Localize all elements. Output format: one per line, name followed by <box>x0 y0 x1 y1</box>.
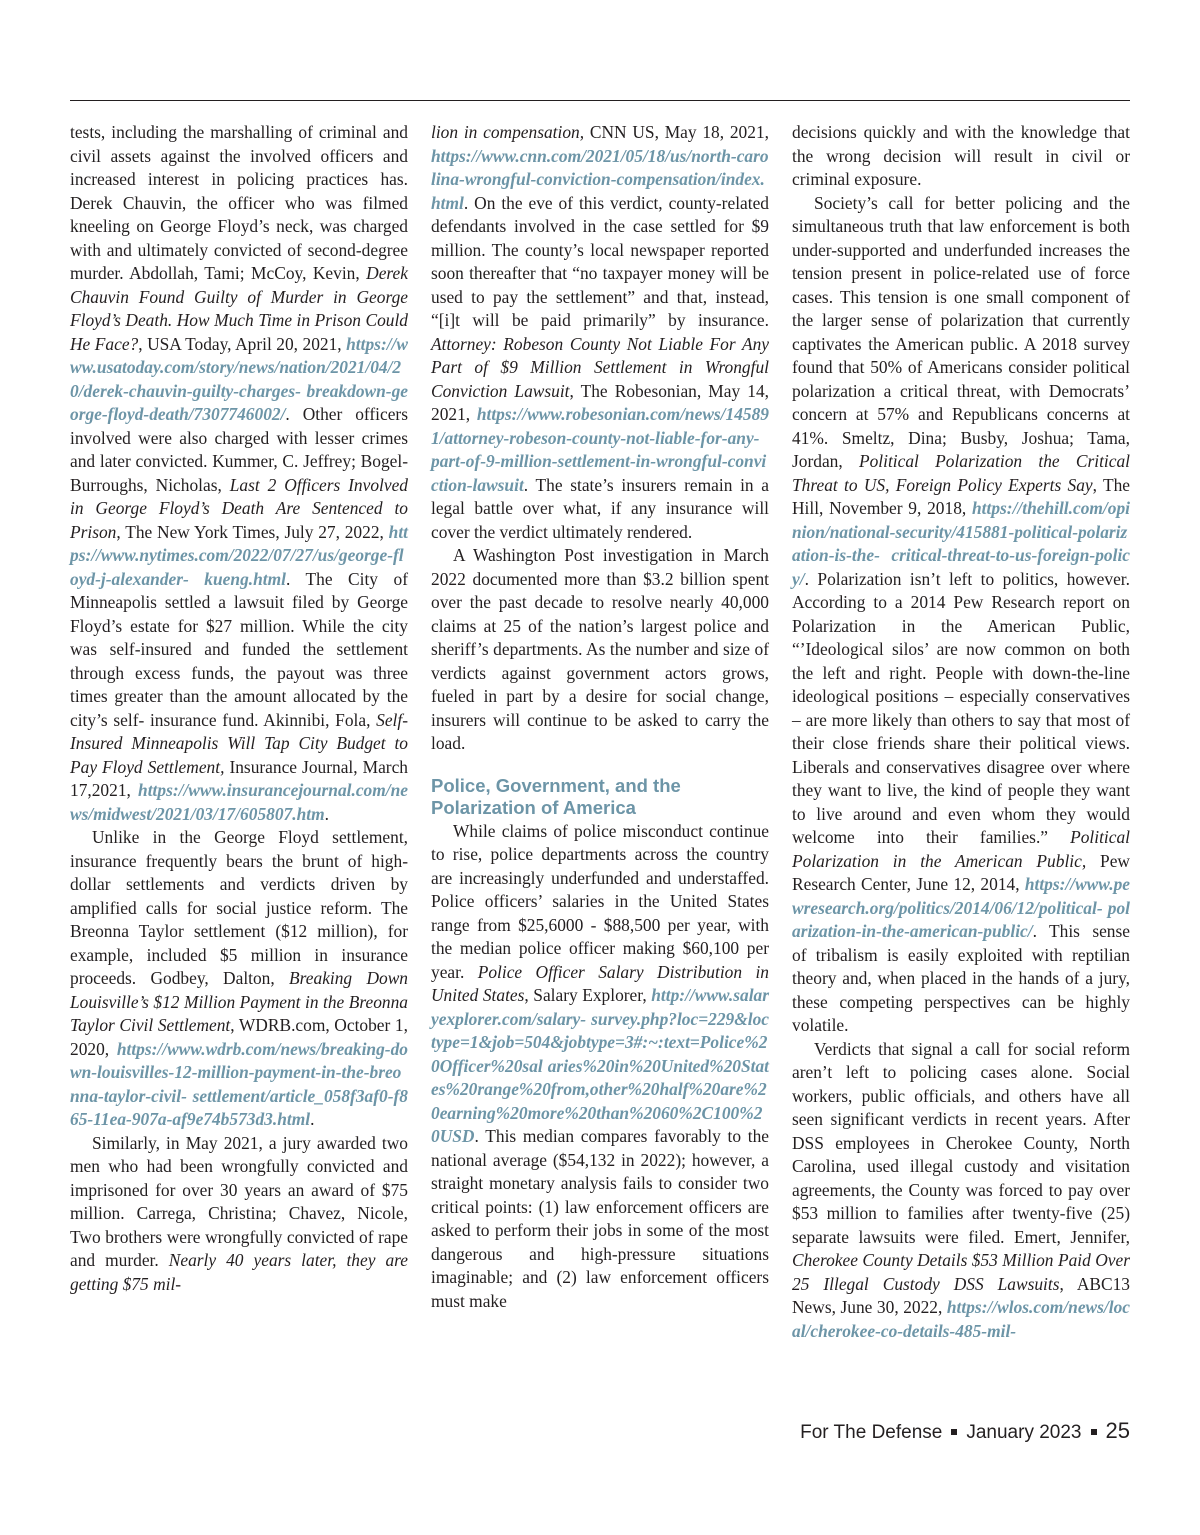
citation-link[interactable]: http://www.salaryexplorer.com/salary- survey.php?loc=229&loctype=1&job=504&jobtype=3#:~:text=Police%20Officer%20sal aries%20in%20United%20States%20range%20from,other%20half%20are%20earning%20more%20than%2060%2C100%20USD <box>431 985 769 1146</box>
page-footer <box>800 1418 1130 1444</box>
paragraph <box>70 1132 408 1297</box>
page-number: 25 <box>1105 1418 1130 1443</box>
body-text: , The New York Times, July 27, 2022, <box>116 521 389 542</box>
body-text: . The state’s insurers remain in a legal battle over what, if any insurance will cover the verdict ultimately rendered. <box>431 474 769 542</box>
text-column-3 <box>792 121 1130 1343</box>
text-column-2 <box>431 121 769 1313</box>
body-text: Pew Research Center, June 12, 2014, <box>792 850 1130 894</box>
body-text: A Washington Post investigation in March 2022 documented more than $3.2 billion spent over the past decade to resolve nearly 40,000 claims at 25 of the nation’s largest police and sheriff’s departments. As the number and size of verdicts against government actors grows, fueled in part by a desire for social change, insurers will continue to be asked to carry the load. <box>431 545 769 753</box>
publication-name: For The Defense <box>800 1422 943 1443</box>
citation-link[interactable]: https://www.pewresearch.org/politics/2014/06/12/political- polarization-in-the-american-public/ <box>792 874 1130 941</box>
citation-title: Nearly 40 years later, they are getting $75 mil- <box>70 1250 408 1294</box>
body-text: While claims of police misconduct continue to rise, police departments across the country are increasingly underfunded and understaffed. Police officers’ salaries in the United States range from $25,6000 - $88,500 per year, with the median police officer making $60,100 per year. <box>431 820 769 982</box>
paragraph <box>431 544 769 756</box>
citation-title: Political Polarization the Critical Threat to US, Foreign Policy Experts Say <box>792 451 1130 495</box>
citation-title: Self-Insured Minneapolis Will Tap City Budget to Pay Floyd Settlement, <box>70 709 408 777</box>
citation-link[interactable]: https://wlos.com/news/local/cherokee-co-details-485-mil- <box>792 1297 1130 1341</box>
paragraph <box>792 192 1130 1038</box>
body-text: . Other officers involved were also charged with lesser crimes and later convicted. Kummer, C. Jeffrey; Bogel-Burroughs, Nicholas, <box>70 404 408 495</box>
header-rule <box>70 100 1130 101</box>
citation-link[interactable]: https://www.robesonian.com/news/145891/attorney-robeson-county-not-liable-for-any- part-of-9-million-settlement-in-wrongful-conviction-lawsuit <box>431 404 769 495</box>
body-text: CNN US, May 18, 2021, <box>584 122 769 142</box>
citation-title: Derek Chauvin Found Guilty of Murder in George Floyd’s Death. How Much Time in Prison Could He Face? <box>70 263 408 354</box>
body-text: . <box>324 803 329 824</box>
body-text: Society’s call for better policing and the simultaneous truth that law enforcement is both under-supported and underfunded increases the tension present in police-related use of force cases. This tension is one small component of the larger sense of polarization that currently captivates the American public. A 2018 survey found that 50% of Americans consider political polarization a critical threat, with Democrats’ concern at 57% and Republicans concerns at 41%. Smeltz, Dina; Busby, Joshua; Tama, Jordan, <box>792 192 1130 471</box>
paragraph <box>792 1038 1130 1344</box>
citation-title: Last 2 Officers Involved in George Floyd’s Death Are Sentenced to Prison <box>70 474 408 542</box>
body-text: . The City of Minneapolis settled a lawsuit filed by George Floyd’s estate for $27 million. While the city was self-insured and funded the settlement through excess funds, the payout was three times greater than the amount allocated by the city’s self- insurance fund. Akinnibi, Fola, <box>70 568 408 730</box>
body-text: , ABC13 News, June 30, 2022, <box>792 1273 1130 1317</box>
citation-link[interactable]: https://thehill.com/opinion/national-security/415881-political-polarization-is-the- critical-threat-to-us-foreign-policy/ <box>792 498 1130 589</box>
body-text: Unlike in the George Floyd settlement, insurance frequently bears the brunt of high-dollar settlements and verdicts driven by amplified calls for social justice reform. The Breonna Taylor settlement ($12 million), for example, included $5 million in insurance proceeds. Godbey, Dalton, <box>70 827 408 988</box>
citation-title: Cherokee County Details $53 Million Paid Over 25 Illegal Custody DSS Lawsuits <box>792 1250 1130 1294</box>
citation-title: Attorney: Robeson County Not Liable For Any Part of $9 Million Settlement in Wrongful Conviction Lawsuit <box>431 333 769 401</box>
body-text: . This sense of tribalism is easily exploited with reptilian theory and, when placed in the hands of a jury, these competing perspectives can be highly volatile. <box>792 921 1130 1035</box>
body-text: . This median compares favorably to the national average ($54,132 in 2022); however, a straight monetary analysis fails to consider two critical points: (1) law enforcement officers are asked to perform their jobs in some of the most dangerous and high-pressure situations imaginable; and (2) law enforcement officers must make <box>431 1126 769 1311</box>
citation-title: Police Officer Salary Distribution in United States <box>431 961 769 1005</box>
body-text: . Polarization isn’t left to politics, however. According to a 2014 Pew Research report on Polarization in the American Public, “’Ideological silos’ are now common on both the left and right. People with down-the-line ideological positions – especially conservatives – are more likely than others to say that most of their close friends share their political views. Liberals and conservatives disagree over where they want to live, the kind of people they want to live around and even whom they would welcome into their families.” <box>792 568 1130 847</box>
body-text: tests, including the marshalling of criminal and civil assets against the involved officers and increased interest in policing practices has. Derek Chauvin, the officer who was filmed kneeling on George Floyd’s neck, was charged with and ultimately convicted of second-degree murder. Abdollah, Tami; McCoy, Kevin, <box>70 122 408 283</box>
body-text: , USA Today, April 20, 2021, <box>138 333 347 354</box>
citation-title: Breaking Down Louisville’s $12 Million Payment in the Breonna Taylor Civil Settlement <box>70 968 408 1035</box>
body-text: , Salary Explorer, <box>524 985 652 1005</box>
section-heading: Police, Government, and the Polarization of America <box>431 774 681 818</box>
paragraph <box>70 826 408 1132</box>
citation-link[interactable]: https://www.usatoday.com/story/news/nation/2021/04/20/derek-chauvin-guilty-charges- breakdown-george-floyd-death/7307746002/ <box>70 333 408 424</box>
body-text: . On the eve of this verdict, county-related defendants involved in the case settled for $9 million. The county’s local newspaper reported soon thereafter that “no taxpayer money will be used to pay the settlement” and that, instead, “[i]t will be paid primarily” by insurance. <box>431 192 769 330</box>
citation-title: lion in compensation, <box>431 122 585 142</box>
body-text: Verdicts that signal a call for social reform aren’t left to policing cases alone. Social workers, public officials, and others have all seen significant verdicts in recent years. After DSS employees in Cherokee County, North Carolina, used illegal custody and visitation agreements, the County was forced to pay over $53 million to families after twenty-five (25) separate lawsuits were filed. Emert, Jennifer, <box>792 1038 1130 1247</box>
separator-bullet <box>951 1429 957 1435</box>
body-text: , WDRB.com, October 1, 2020, <box>70 1015 408 1059</box>
paragraph <box>431 121 769 544</box>
citation-link[interactable]: https://www.cnn.com/2021/05/18/us/north-carolina-wrongful-conviction-compensation/index.html <box>431 145 769 213</box>
issue-date: January 2023 <box>966 1422 1082 1443</box>
citation-link[interactable]: https://www.nytimes.com/2022/07/27/us/george-floyd-j-alexander- kueng.html <box>70 521 408 589</box>
text-column-1 <box>70 121 408 1296</box>
citation-title: Political Polarization in the American Public, <box>792 827 1130 871</box>
body-text: . <box>310 1109 315 1129</box>
body-text: Similarly, in May 2021, a jury awarded two men who had been wrongfully convicted and imprisoned for over 30 years an award of $75 million. Carrega, Christina; Chavez, Nicole, Two brothers were wrongfully convicted of rape and murder. <box>70 1132 408 1270</box>
body-text: decisions quickly and with the knowledge that the wrong decision will result in civil or criminal exposure. <box>792 122 1130 189</box>
body-text: , The Robesonian, May 14, 2021, <box>431 380 769 424</box>
paragraph <box>70 121 408 826</box>
citation-link[interactable]: https://www.wdrb.com/news/breaking-down-louisvilles-12-million-payment-in-the-breonna-taylor-civil- settlement/article_058f3af0-f865-11ea-907a-af9e74b573d3.html <box>70 1038 408 1129</box>
body-text: , The Hill, November 9, 2018, <box>792 474 1131 518</box>
citation-link[interactable]: https://www.insurancejournal.com/news/midwest/2021/03/17/605807.htm <box>70 780 408 824</box>
paragraph <box>792 121 1130 192</box>
separator-bullet <box>1091 1429 1097 1435</box>
paragraph <box>431 820 769 1314</box>
body-text: Insurance Journal, March 17,2021, <box>70 756 408 800</box>
